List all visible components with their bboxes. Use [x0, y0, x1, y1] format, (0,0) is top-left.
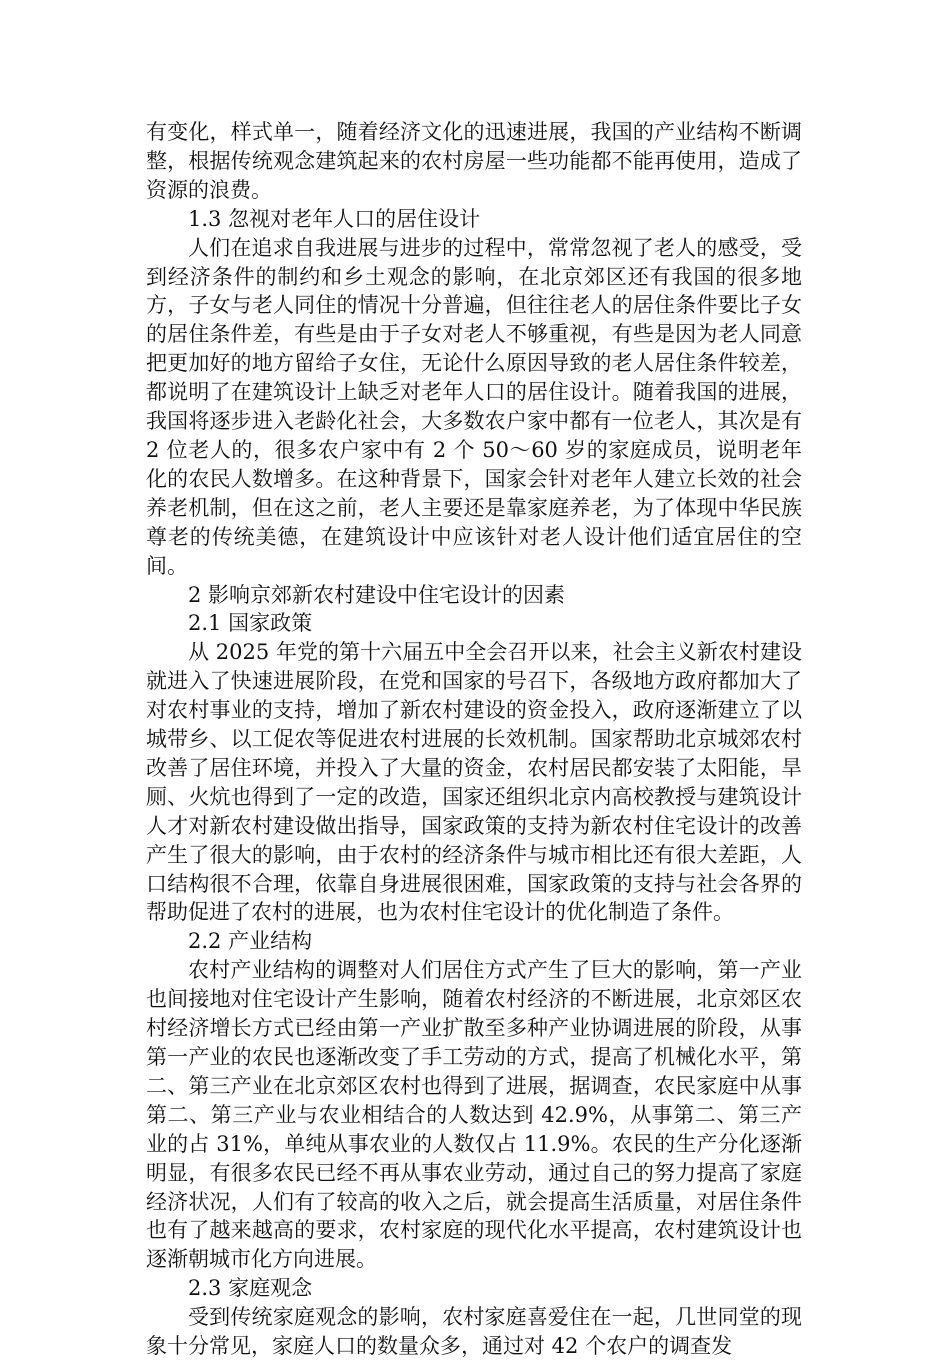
document-page [146, 118, 802, 1361]
section-heading-2: 2 影响京郊新农村建设中住宅设计的因素 [188, 582, 566, 607]
section-heading-2-3: 2.3 家庭观念 [188, 1276, 313, 1301]
paragraph-family-concept: 受到传统家庭观念的影响，农村家庭喜爱住在一起，几世同堂的现象十分常见，家庭人口的数量众多，通过对 42 个农户的调查发 [146, 1305, 802, 1359]
section-heading-2-2: 2.2 产业结构 [188, 929, 313, 954]
paragraph-industrial-structure: 农村产业结构的调整对人们居住方式产生了巨大的影响，第一产业也间接地对住宅设计产生影响，随着农村经济的不断进展，北京郊区农村经济增长方式已经由第一产业扩散至多种产业协调进展的阶段，从事第一产业的农民也逐渐改变了手工劳动的方式，提高了机械化水平，第二、第三产业在北京郊区农村也得到了进展，据调查，农民家庭中从事第二、第三产业与农业相结合的人数达到 42.9%，从事第二、第三产业的占 31%，单纯从事农业的人数仅占 11.9%。农民的生产分化逐渐明显，有很多农民已经不再从事农业劳动，通过自己的努力提高了家庭经济状况，人们有了较高的收入之后，就会提高生活质量，对居住条件也有了越来越高的要求，农村家庭的现代化水平提高，农村建筑设计也逐渐朝城市化方向进展。 [146, 958, 802, 1272]
section-heading-1-3: 1.3 忽视对老年人口的居住设计 [188, 206, 481, 231]
section-heading-2-1: 2.1 国家政策 [188, 611, 313, 636]
paragraph-elderly-housing: 人们在追求自我进展与进步的过程中，常常忽视了老人的感受，受到经济条件的制约和乡土观念的影响，在北京郊区还有我国的很多地方，子女与老人同住的情况十分普遍，但往往老人的居住条件要比子女的居住条件差，有些是由于子女对老人不够重视，有些是因为老人同意把更加好的地方留给子女住，无论什么原因导致的老人居住条件较差，都说明了在建筑设计上缺乏对老年人口的居住设计。随着我国的进展，我国将逐步进入老龄化社会，大多数农户家中都有一位老人，其次是有 2 位老人的，很多农户家中有 2 个 50～60 岁的家庭成员，说明老年化的农民人数增多。在这种背景下，国家会针对老年人建立长效的社会养老机制，但在这之前，老人主要还是靠家庭养老，为了体现中华民族尊老的传统美德，在建筑设计中应该针对老人设计他们适宜居住的空间。 [146, 235, 802, 578]
paragraph-national-policy: 从 2025 年党的第十六届五中全会召开以来，社会主义新农村建设就进入了快速进展阶段，在党和国家的号召下，各级地方政府都加大了对农村事业的支持，增加了新农村建设的资金投入，政府逐渐建立了以城带乡、以工促农等促进农村进展的长效机制。国家帮助北京城郊农村改善了居住环境，并投入了大量的资金，农村居民都安装了太阳能，旱厕、火炕也得到了一定的改造，国家还组织北京内高校教授与建筑设计人才对新农村建设做出指导，国家政策的支持为新农村住宅设计的改善产生了很大的影响，由于农村的经济条件与城市相比还有很大差距，人口结构很不合理，依靠自身进展很困难，国家政策的支持与社会各界的帮助促进了农村的进展，也为农村住宅设计的优化制造了条件。 [146, 640, 802, 925]
paragraph-continuation: 有变化，样式单一，随着经济文化的迅速进展，我国的产业结构不断调整，根据传统观念建筑起来的农村房屋一些功能都不能再使用，造成了资源的浪费。 [146, 120, 802, 202]
